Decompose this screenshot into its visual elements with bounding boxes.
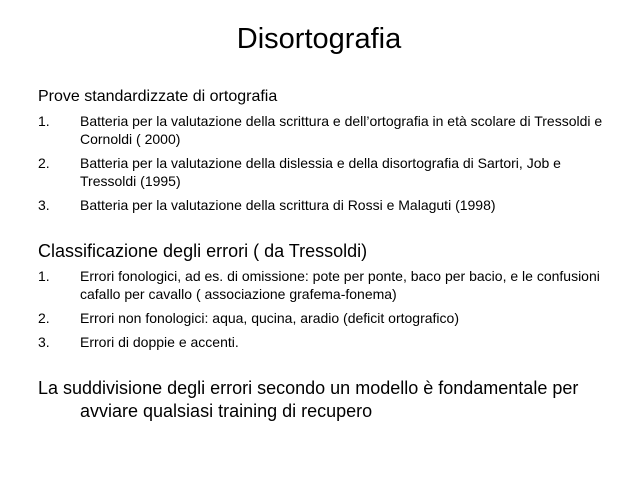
list-item-text: Errori non fonologici: aqua, qucina, aradio (deficit ortografico)	[80, 310, 459, 326]
section-standardized-tests	[38, 87, 608, 220]
list-item	[38, 333, 608, 351]
list-item-number: 1.	[38, 113, 50, 129]
test-list	[38, 112, 608, 214]
list-item	[38, 154, 608, 190]
list-item	[38, 112, 608, 148]
conclusion-text: La suddivisione degli errori secondo un modello è fondamentale per avviare qualsiasi training di recupero	[38, 378, 579, 421]
section-heading: Prove standardizzate di ortografia	[38, 88, 278, 105]
slide-title: Disortografia	[236, 23, 402, 55]
list-item	[38, 309, 608, 327]
section-error-classification	[38, 240, 608, 357]
list-item-number: 3.	[38, 334, 50, 350]
conclusion-block	[38, 377, 603, 423]
list-item-text: Errori di doppie e accenti.	[80, 334, 239, 350]
section-heading: Classificazione degli errori ( da Tressoldi)	[38, 241, 368, 261]
list-item-number: 2.	[38, 155, 50, 171]
error-list	[38, 267, 608, 351]
list-item-text: Batteria per la valutazione della scrittura e dell’ortografia in età scolare di Tressoldi e Cornoldi ( 2000)	[80, 113, 603, 147]
list-item-text: Batteria per la valutazione della dislessia e della disortografia di Sartori, Job e Tressoldi (1995)	[80, 155, 561, 189]
list-item-number: 2.	[38, 310, 50, 326]
list-item-text: Errori fonologici, ad es. di omissione: pote per ponte, baco per bacio, e le confusioni cafallo per cavallo ( associazione grafema-fonema)	[80, 268, 600, 302]
list-item	[38, 267, 608, 303]
list-item-text: Batteria per la valutazione della scrittura di Rossi e Malaguti (1998)	[80, 197, 496, 213]
list-item-number: 1.	[38, 268, 50, 284]
list-item	[38, 196, 608, 214]
list-item-number: 3.	[38, 197, 50, 213]
